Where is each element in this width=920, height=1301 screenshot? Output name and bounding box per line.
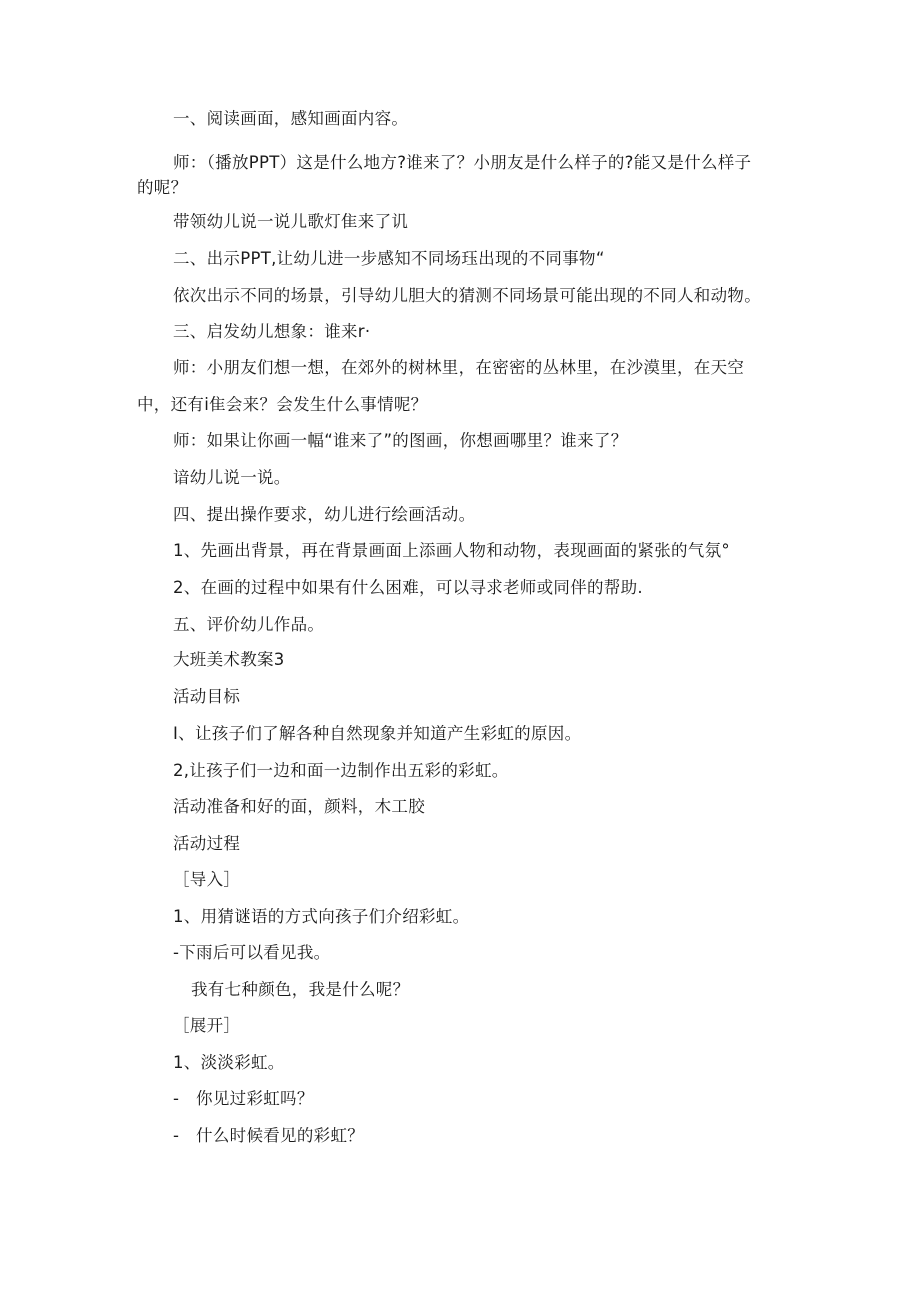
section-heading: 活动目标	[173, 687, 241, 706]
subsection-heading: ［展开］	[173, 1016, 241, 1035]
list-item: 2、在画的过程中如果有什么困难，可以寻求老师或同伴的帮助.	[173, 578, 643, 597]
paragraph-line: 带领幼儿说一说儿歌灯隹来了讥	[173, 212, 409, 231]
section-heading: 活动过程	[173, 834, 241, 853]
question-line: - 什么时候看见的彩虹？	[173, 1126, 365, 1145]
list-item: 2,让孩子们一边和面一边制作出五彩的彩虹。	[173, 761, 509, 780]
paragraph-line: 师：（播放PPT）这是什么地方?谁来了？小朋友是什么样子的?能又是什么样子	[173, 153, 752, 172]
list-item: 1、先画出背景，再在背景画面上添画人物和动物，表现画面的紧张的气氛°	[173, 541, 730, 560]
section-heading-1: 一、阅读画面，感知画面内容。	[173, 109, 409, 128]
list-item: I、让孩子们了解各种自然现象并知道产生彩虹的原因。	[173, 724, 582, 743]
paragraph-line: 师：如果让你画一幅“谁来了”的图画，你想画哪里？谁来了？	[173, 431, 628, 450]
list-item: 1、淡淡彩虹。	[173, 1053, 285, 1072]
paragraph-line: 依次出示不同的场景，引导幼儿胆大的猜测不同场景可能出现的不同人和动物。	[173, 286, 761, 305]
section-heading-3: 三、启发幼儿想象：谁来r·	[173, 322, 371, 341]
paragraph-line: 活动准备和好的面，颜料，木工胶	[173, 797, 425, 816]
section-heading-4: 四、提出操作要求，幼儿进行绘画活动。	[173, 505, 476, 524]
subsection-heading: ［导入］	[173, 870, 241, 889]
section-heading-2: 二、出示PPT,让幼儿进一步感知不同场珏出现的不同事物“	[173, 249, 605, 268]
question-line: - 你见过彩虹吗？	[173, 1089, 314, 1108]
riddle-line: -下雨后可以看见我。	[173, 943, 331, 962]
paragraph-line: 的呢？	[137, 178, 188, 197]
paragraph-line: 谙幼儿说一说。	[173, 468, 291, 487]
section-heading-5: 五、评价幼儿作品。	[173, 615, 325, 634]
riddle-line: 我有七种颜色，我是什么呢？	[191, 980, 410, 999]
paragraph-line: 中，还有i隹会来？会发生什么事情呢？	[137, 395, 428, 414]
list-item: 1、用猜谜语的方式向孩子们介绍彩虹。	[173, 907, 470, 926]
paragraph-line: 师：小朋友们想一想，在郊外的树林里，在密密的丛林里，在沙漠里，在天空	[173, 358, 745, 377]
lesson-title: 大班美术教案3	[173, 650, 285, 669]
